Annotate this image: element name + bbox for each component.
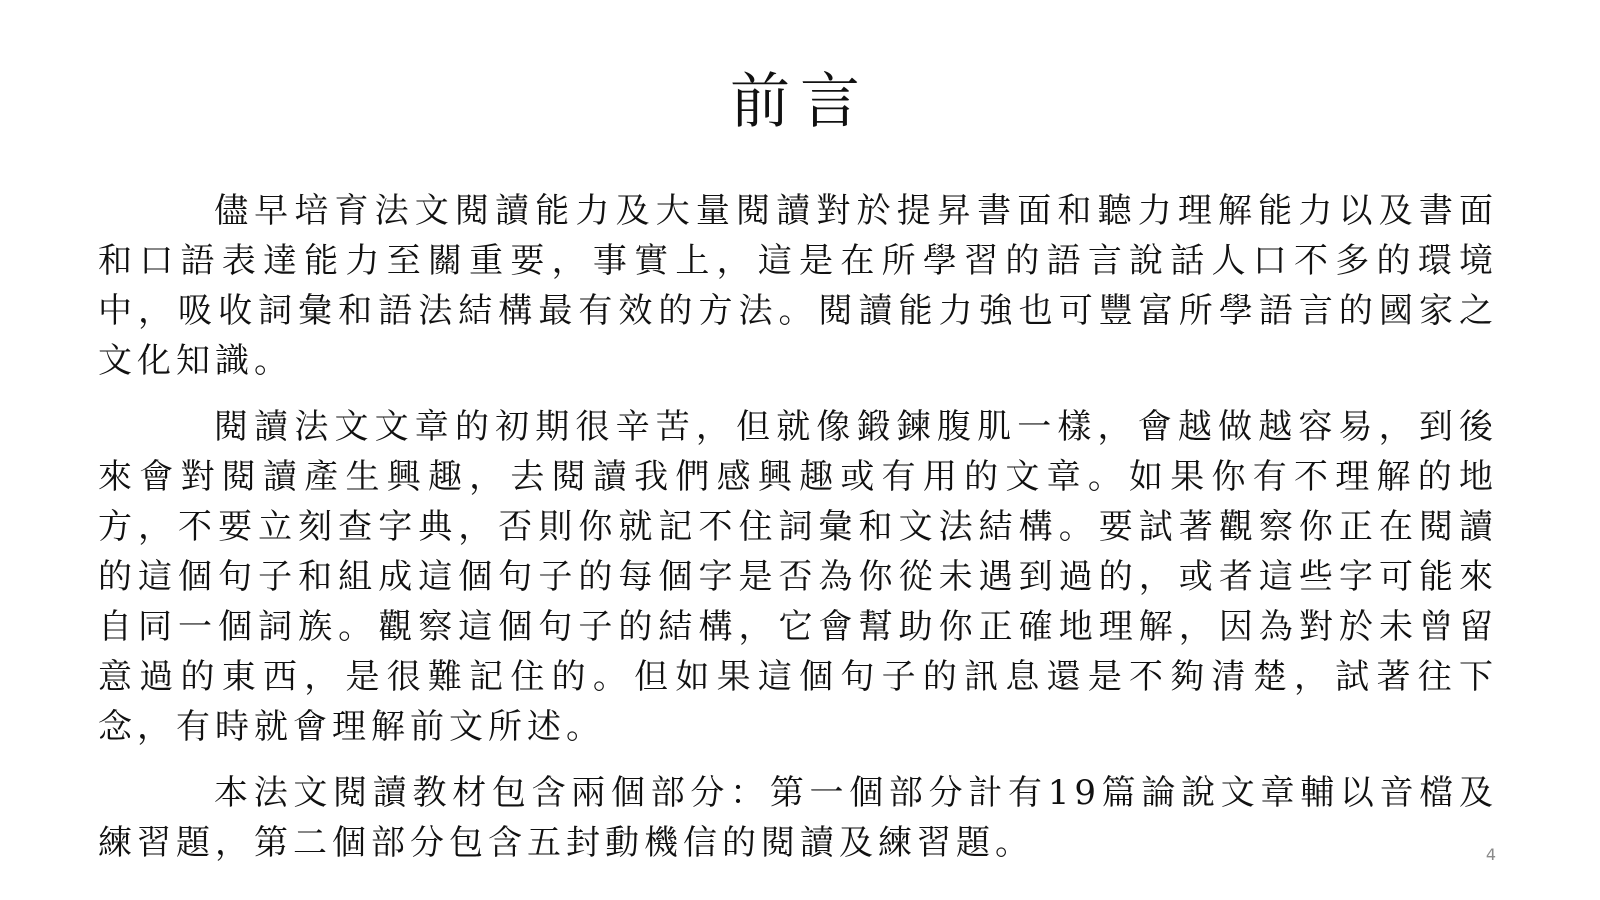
page-title: 前言 (730, 67, 870, 137)
paragraph-intro: 儘早培育法文閱讀能力及大量閱讀對於提昇書面和聽力理解能力以及書面和口語表達能力至關重要，事實上，這是在所學習的語言說話人口不多的環境中，吸收詞彙和語法結構最有效的方法。閱讀能力強也可豐富所學語言的國家之文化知識。 (98, 191, 1498, 381)
paragraph-reading-advice: 閱讀法文文章的初期很辛苦，但就像鍛鍊腹肌一樣，會越做越容易，到後來會對閱讀產生興趣，去閱讀我們感興趣或有用的文章。如果你有不理解的地方，不要立刻查字典，否則你就記不住詞彙和文法結構。要試著觀察你正在閱讀的這個句子和組成這個句子的每個字是否為你從未遇到過的，或者這些字可能來自同一個詞族。觀察這個句子的結構，它會幫助你正確地理解，因為對於未曾留意過的東西，是很難記住的。但如果這個句子的訊息還是不夠清楚，試著往下念，有時就會理解前文所述。 (98, 407, 1498, 747)
paragraph-material-contents: 本法文閱讀教材包含兩個部分：第一個部分計有19篇論說文章輔以音檔及練習題，第二個部分包含五封動機信的閱讀及練習題。 (98, 773, 1498, 863)
page-number: 4 (1485, 845, 1496, 864)
slide-body (98, 186, 1498, 884)
